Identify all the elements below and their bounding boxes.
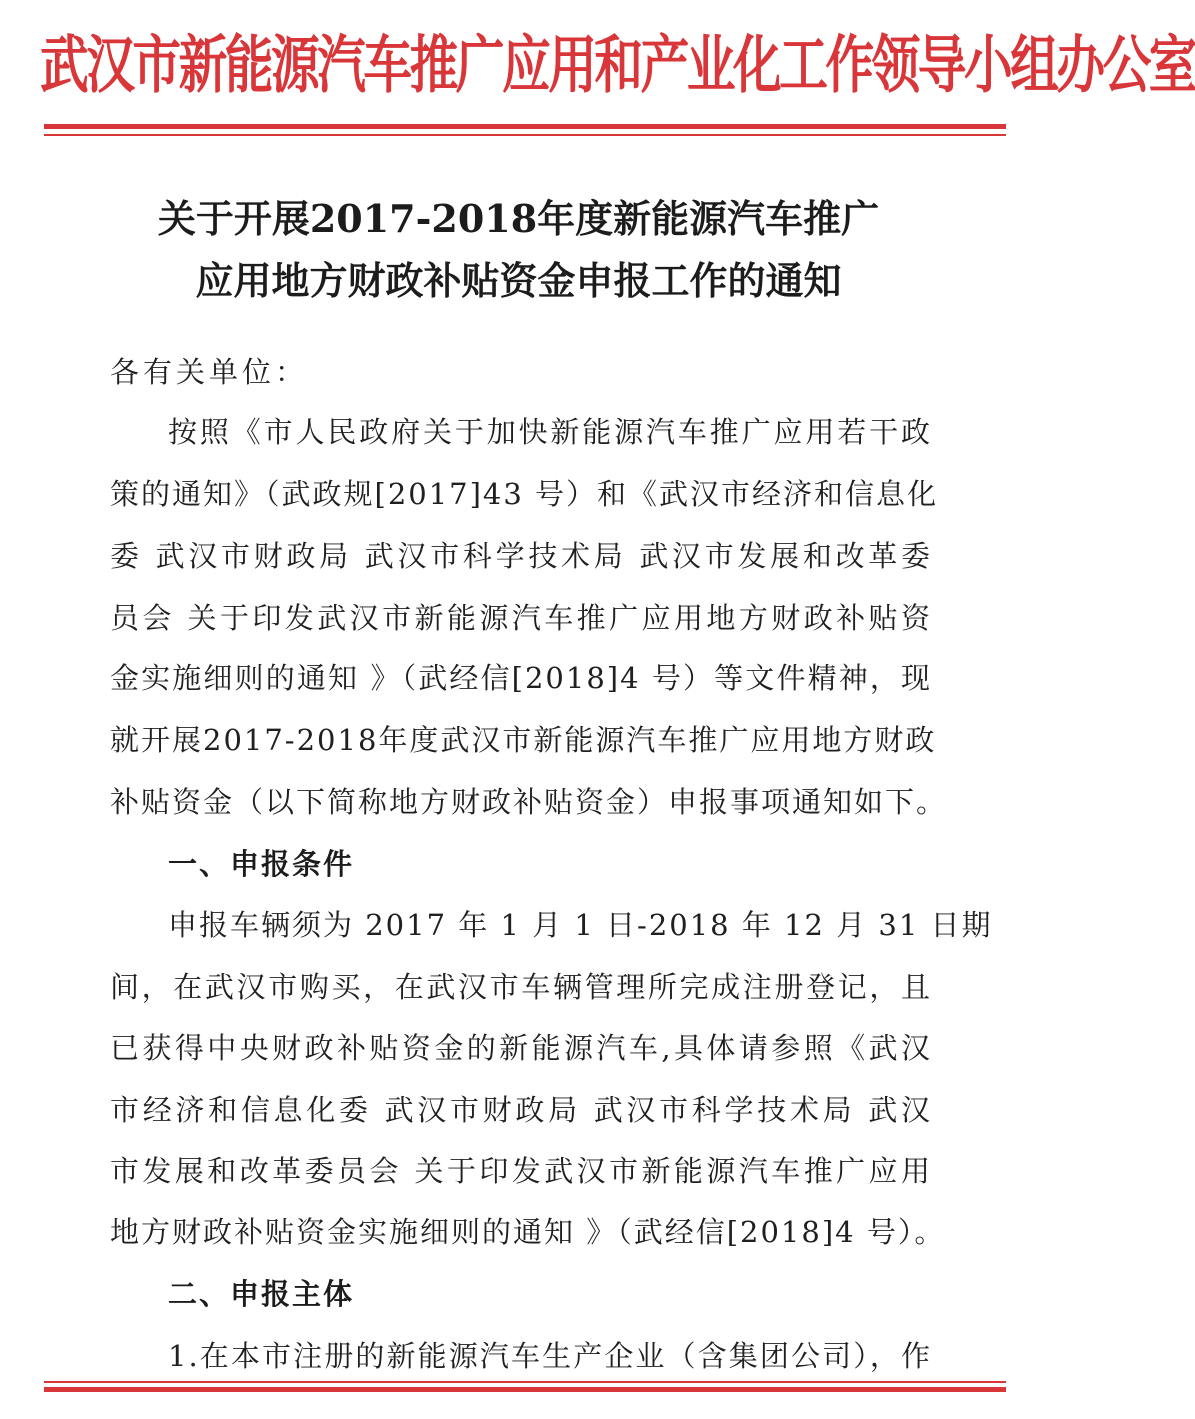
intro-paragraph-line: 补贴资金（以下简称地方财政补贴资金）申报事项通知如下。 xyxy=(110,785,948,819)
document-title-line-2: 应用地方财政补贴资金申报工作的通知 xyxy=(195,258,842,303)
intro-paragraph-line: 委 武汉市财政局 武汉市科学技术局 武汉市发展和改革委 xyxy=(110,539,932,573)
intro-paragraph-line: 策的通知》（武政规[2017]43 号）和《武汉市经济和信息化 xyxy=(110,477,939,511)
section-heading-applicants: 二、申报主体 xyxy=(168,1277,355,1311)
section1-paragraph-line: 申报车辆须为 2017 年 1 月 1 日-2018 年 12 月 31 日期 xyxy=(168,908,993,942)
section1-paragraph-line: 已获得中央财政补贴资金的新能源汽车,具体请参照《武汉 xyxy=(110,1031,932,1065)
header-rule-thick xyxy=(44,124,1006,129)
salutation: 各有关单位： xyxy=(110,355,309,389)
intro-paragraph-line: 金实施细则的通知 》（武经信[2018]4 号）等文件精神，现 xyxy=(110,661,932,695)
section1-paragraph-line: 间，在武汉市购买，在武汉市车辆管理所完成注册登记，且 xyxy=(110,970,932,1004)
section2-paragraph-line: 1.在本市注册的新能源汽车生产企业（含集团公司），作 xyxy=(168,1339,932,1373)
footer-rule-thick xyxy=(44,1387,1006,1392)
intro-paragraph-line: 员会 关于印发武汉市新能源汽车推广应用地方财政补贴资 xyxy=(110,601,932,635)
organization-header: 武汉市新能源汽车推广应用和产业化工作领导小组办公室 xyxy=(40,28,1195,102)
intro-paragraph-line: 按照《市人民政府关于加快新能源汽车推广应用若干政 xyxy=(168,415,932,449)
intro-paragraph-line: 就开展2017-2018年度武汉市新能源汽车推广应用地方财政 xyxy=(110,723,937,757)
section1-paragraph-line: 地方财政补贴资金实施细则的通知 》（武经信[2018]4 号）。 xyxy=(110,1215,946,1249)
document-title-line-1: 关于开展2017-2018年度新能源汽车推广 xyxy=(157,196,880,241)
section1-paragraph-line: 市发展和改革委员会 关于印发武汉市新能源汽车推广应用 xyxy=(110,1154,932,1188)
header-rule-thin xyxy=(44,134,1006,136)
section-heading-conditions: 一、申报条件 xyxy=(168,847,355,881)
section1-paragraph-line: 市经济和信息化委 武汉市财政局 武汉市科学技术局 武汉 xyxy=(110,1093,932,1127)
footer-rule-thin xyxy=(44,1381,1006,1383)
